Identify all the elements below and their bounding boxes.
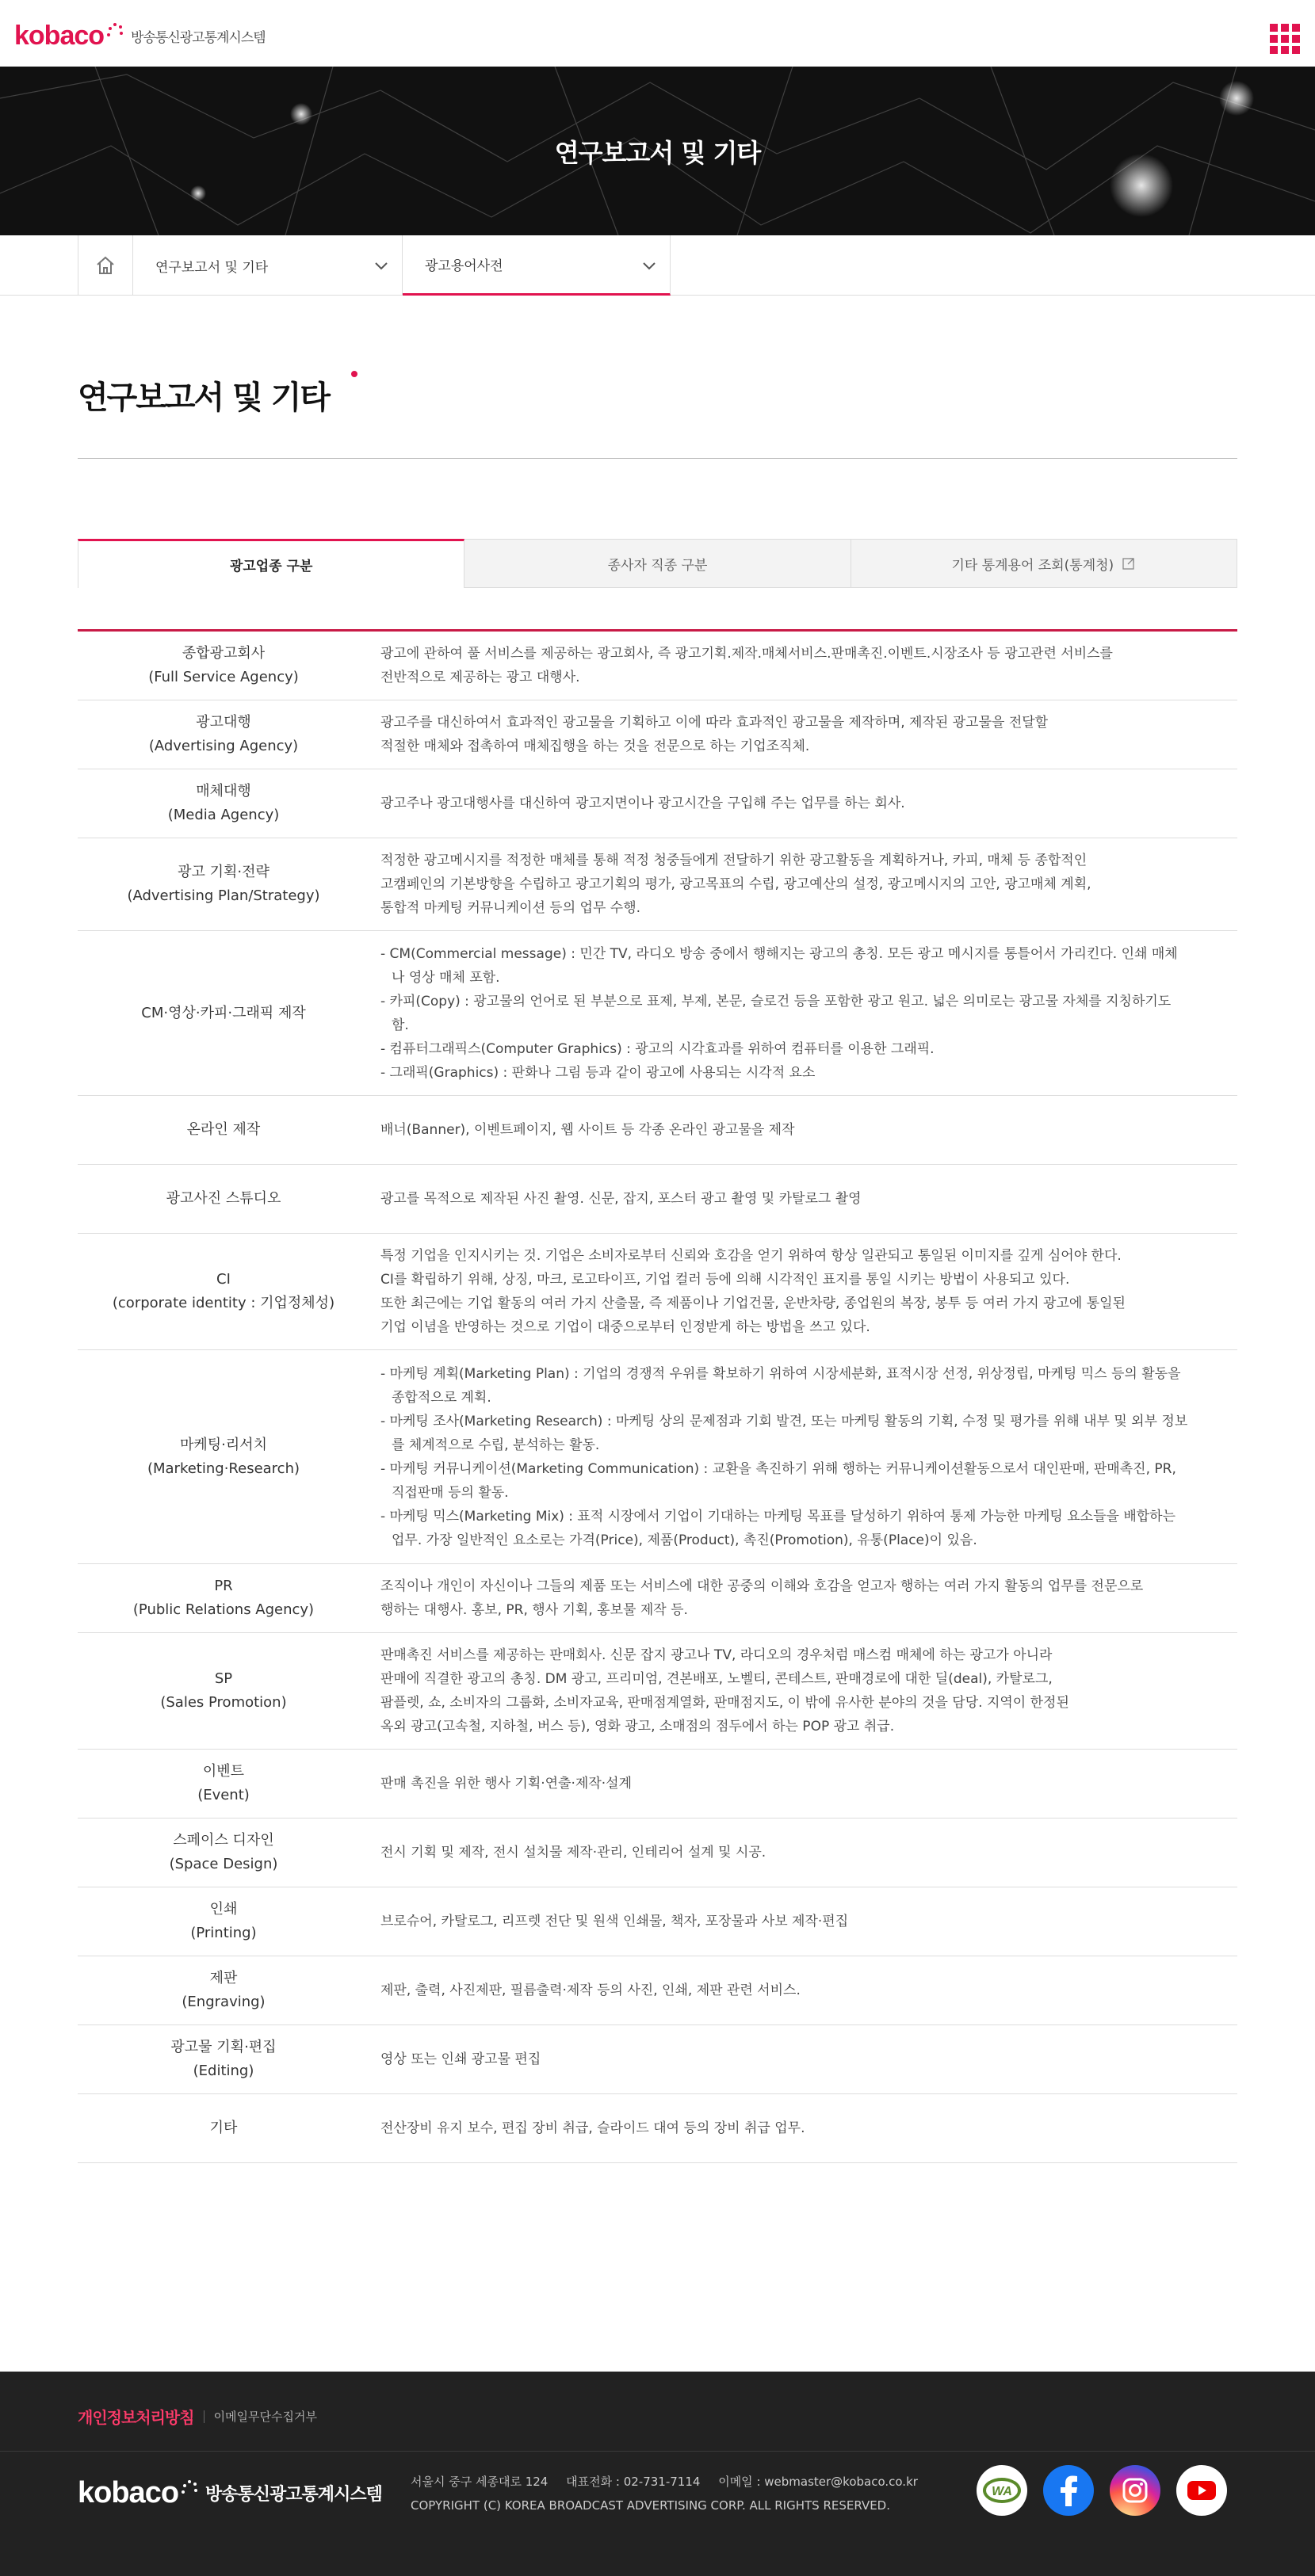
- chevron-down-icon: [373, 258, 389, 273]
- description-cell: [369, 1818, 1237, 1887]
- footer-address: 서울시 중구 세종대로 124: [411, 2475, 549, 2489]
- tab-label: 광고업종 구분: [229, 559, 313, 574]
- youtube-glyph: [1186, 2479, 1218, 2502]
- description-bullet: - 카피(Copy) : 광고물의 언어로 된 부분으로 표제, 부제, 본문, 슬로건 등을 포함한 광고 원고. 넓은 의미로는 광고물 자체를 지칭하기도 함.: [380, 993, 1172, 1033]
- description-line: 판매 촉진을 위한 행사 기획·연출·제작·설계: [380, 1776, 633, 1792]
- description-cell: [369, 2094, 1237, 2162]
- description-cell: [369, 1564, 1237, 1632]
- description-cell: [369, 769, 1237, 838]
- term-english: (corporate identity : 기업정체성): [112, 1295, 335, 1311]
- table-row: [78, 1096, 1237, 1165]
- term-cell: [78, 632, 369, 700]
- term-name: 인쇄: [209, 1901, 238, 1918]
- external-link-icon: [1122, 556, 1136, 571]
- site-footer: [0, 2372, 1315, 2576]
- description-line: 제판, 출력, 사진제판, 필름출력·제작 등의 사진, 인쇄, 제판 관련 서비스.: [380, 1983, 801, 1998]
- table-row: [78, 769, 1237, 838]
- logo-wordmark: kobaco: [14, 21, 105, 51]
- table-row: [78, 2094, 1237, 2163]
- term-name: 광고물 기획·편집: [170, 2039, 277, 2055]
- footer-logo-subtitle: 방송통신광고통계시스템: [205, 2485, 382, 2505]
- description-cell: [369, 1750, 1237, 1818]
- table-row: [78, 1350, 1237, 1564]
- description-bullet: - 마케팅 조사(Marketing Research) : 마케팅 상의 문제점과 기회 발견, 또는 마케팅 활동의 기획, 수정 및 평가를 위해 내부 및 외부 정보를 체계적으로 수립, 분석하는 활동.: [380, 1413, 1188, 1453]
- term-cell: [78, 1956, 369, 2025]
- term-english: (Marketing·Research): [147, 1460, 300, 1477]
- description-cell: [369, 700, 1237, 769]
- description-line: 적절한 매체와 접촉하여 매체집행을 하는 것을 전문으로 하는 기업조직체.: [380, 738, 810, 754]
- description-line: 옥외 광고(고속철, 지하철, 버스 등), 영화 광고, 소매점의 점두에서 하는 POP 광고 취급.: [380, 1719, 895, 1735]
- youtube-icon[interactable]: [1176, 2465, 1227, 2516]
- footer-email: 이메일 : webmaster@kobaco.co.kr: [718, 2475, 918, 2489]
- term-cell: [78, 2025, 369, 2093]
- term-english: (Advertising Agency): [148, 738, 299, 754]
- term-name: 종합광고회사: [182, 645, 266, 662]
- description-cell: [369, 2025, 1237, 2093]
- logo-subtitle: 방송통신광고통계시스템: [131, 30, 266, 46]
- description-cell: [369, 1234, 1237, 1349]
- term-cell: [78, 838, 369, 930]
- term-name: 제판: [209, 1970, 238, 1986]
- table-row: [78, 700, 1237, 769]
- description-line: 전산장비 유지 보수, 편집 장비 취급, 슬라이드 대여 등의 장비 취급 업무.: [380, 2120, 805, 2136]
- term-name: 광고사진 스튜디오: [166, 1190, 281, 1207]
- term-cell: [78, 769, 369, 838]
- description-line: 기업 이념을 반영하는 것으로 기업이 대중으로부터 인정받게 하는 방법을 쓰고 있다.: [380, 1319, 870, 1335]
- term-name: PR: [214, 1578, 233, 1594]
- location-depth1-select[interactable]: [133, 235, 403, 296]
- email-refuse-link[interactable]: 이메일무단수집거부: [213, 2410, 317, 2424]
- description-cell: [369, 1096, 1237, 1164]
- description-bullet: - 마케팅 커뮤니케이션(Marketing Communication) : 교환을 촉진하기 위해 행하는 커뮤니케이션활동으로서 대인판매, 판매촉진, PR, 직접판매 등의 활동.: [380, 1460, 1176, 1501]
- location-depth2-select[interactable]: [403, 235, 671, 296]
- title-divider: [78, 458, 1237, 459]
- description-cell: [369, 632, 1237, 700]
- term-name: SP: [214, 1670, 233, 1687]
- table-row: [78, 931, 1237, 1096]
- instagram-glyph: [1121, 2476, 1149, 2505]
- description-line: 영상 또는 인쇄 광고물 편집: [380, 2051, 541, 2067]
- description-line: 판매에 직결한 광고의 총칭. DM 광고, 프리미엄, 견본배포, 노벨티, 콘테스트, 판매경로에 대한 딜(deal), 카탈로그,: [380, 1671, 1053, 1687]
- banner-title: 연구보고서 및 기타: [554, 137, 761, 168]
- description-line: 전시 기획 및 제작, 전시 설치물 제작·관리, 인테리어 설계 및 시공.: [380, 1845, 766, 1860]
- description-cell: [369, 1887, 1237, 1956]
- logo-dots-icon: [105, 21, 123, 38]
- description-line: 팜플렛, 쇼, 소비자의 그룹화, 소비자교육, 판매점계열화, 판매점지도, 이 밖에 유사한 분야의 것을 담당. 지역이 한정된: [380, 1695, 1069, 1711]
- grid-menu-icon[interactable]: [1270, 24, 1300, 54]
- location-depth1-label: 연구보고서 및 기타: [155, 259, 269, 276]
- chevron-down-icon: [641, 258, 657, 273]
- term-english: (Space Design): [169, 1856, 278, 1872]
- table-row: [78, 838, 1237, 931]
- term-name: 스페이스 디자인: [173, 1832, 274, 1849]
- term-cell: [78, 1887, 369, 1956]
- description-line: 행하는 대행사. 홍보, PR, 행사 기획, 홍보물 제작 등.: [380, 1602, 688, 1618]
- term-name: 마케팅·리서치: [179, 1436, 268, 1453]
- description-line: 배너(Banner), 이벤트페이지, 웹 사이트 등 각종 온라인 광고물을 제작: [380, 1122, 795, 1138]
- page-banner: [0, 67, 1315, 235]
- term-english: (Sales Promotion): [160, 1694, 287, 1711]
- tab-occupation[interactable]: [464, 539, 851, 588]
- footer-links: [78, 2405, 317, 2428]
- description-line: 조직이나 개인이 자신이나 그들의 제품 또는 서비스에 대한 공중의 이해와 호감을 얻고자 행하는 여러 가지 활동의 업무를 전문으로: [380, 1578, 1144, 1594]
- instagram-icon[interactable]: [1110, 2465, 1160, 2516]
- term-cell: [78, 2094, 369, 2162]
- footer-link-divider: [204, 2410, 205, 2423]
- glossary-table: [78, 629, 1237, 2163]
- description-bullet: - CM(Commercial message) : 민간 TV, 라디오 방송 중에서 행해지는 광고의 총칭. 모든 광고 메시지를 통틀어서 가리킨다. 인쇄 매체나 영상 매체 포함.: [380, 945, 1178, 986]
- description-bullet: - 마케팅 믹스(Marketing Mix) : 표적 시장에서 기업이 기대하는 마케팅 목표를 달성하기 위하여 통제 가능한 마케팅 요소들을 배합하는 업무. 가장 일반적인 요소로는 가격(Price), 제품(Product), 촉진(Promotion), 유통(Place)이 있음.: [380, 1508, 1176, 1548]
- table-row: [78, 1818, 1237, 1887]
- term-name: 온라인 제작: [186, 1121, 261, 1138]
- social-links: [977, 2465, 1227, 2516]
- term-name: 광고대행: [196, 714, 251, 731]
- tab-label: 종사자 직종 구분: [607, 557, 708, 574]
- term-english: (Full Service Agency): [148, 669, 299, 685]
- term-name: 광고 기획·전략: [178, 864, 269, 880]
- description-line: 통합적 마케팅 커뮤니케이션 등의 업무 수행.: [380, 900, 641, 916]
- description-line: 적정한 광고메시지를 적정한 매체를 통해 적정 청중들에게 전달하기 위한 광고활동을 계획하거나, 카피, 매체 등 종합적인: [380, 853, 1088, 868]
- description-bullet: - 마케팅 계획(Marketing Plan) : 기업의 경쟁적 우위를 확보하기 위하여 시장세분화, 표적시장 선정, 위상정립, 마케팅 믹스 등의 활동을 종합적으로 계획.: [380, 1365, 1181, 1406]
- term-english: (Advertising Plan/Strategy): [127, 887, 320, 904]
- location-bar: [0, 235, 1315, 296]
- home-button[interactable]: [78, 235, 133, 296]
- facebook-glyph: [1057, 2475, 1080, 2506]
- term-name: 기타: [209, 2120, 238, 2136]
- table-row: [78, 632, 1237, 700]
- description-line: 브로슈어, 카탈로그, 리프렛 전단 및 원색 인쇄물, 책자, 포장물과 사보 제작·편집: [380, 1914, 849, 1929]
- description-line: 광고주를 대신하여서 효과적인 광고물을 기획하고 이에 따라 효과적인 광고물을 제작하며, 제작된 광고물을 전달할: [380, 715, 1049, 731]
- term-cell: [78, 1234, 369, 1349]
- wa-mark-graphic: [981, 2475, 1023, 2506]
- description-line: CI를 확립하기 위해, 상징, 마크, 로고타이프, 기업 컬러 등에 의해 시각적인 표지를 통일 시키는 방법이 사용되고 있다.: [380, 1272, 1070, 1288]
- facebook-icon[interactable]: [1043, 2465, 1094, 2516]
- description-line: 특정 기업을 인지시키는 것. 기업은 소비자로부터 신뢰와 호감을 얻기 위하여 항상 일관되고 통일된 이미지를 깊게 심어야 한다.: [380, 1248, 1122, 1264]
- term-cell: [78, 1633, 369, 1749]
- table-row: [78, 1887, 1237, 1956]
- term-cell: [78, 1165, 369, 1233]
- description-line: 또한 최근에는 기업 활동의 여러 가지 산출물, 즉 제품이나 기업건물, 운반차량, 종업원의 복장, 봉투 등 여러 가지 광고에 통일된: [380, 1296, 1126, 1311]
- description-line: 광고에 관하여 풀 서비스를 제공하는 광고회사, 즉 광고기획.제작.매체서비스.판매촉진.이벤트.시장조사 등 광고관련 서비스를: [380, 646, 1113, 662]
- location-depth2-label: 광고용어사전: [425, 258, 503, 274]
- term-english: (Editing): [193, 2063, 254, 2079]
- footer-info: [411, 2470, 932, 2517]
- term-name: CM·영상·카피·그래픽 제작: [141, 1004, 306, 1021]
- table-row: [78, 1956, 1237, 2025]
- table-row: [78, 1633, 1237, 1750]
- table-row: [78, 1750, 1237, 1818]
- table-row: [78, 1165, 1237, 1234]
- description-cell: [369, 1633, 1237, 1749]
- logo-dots-icon: [180, 2478, 197, 2495]
- term-english: (Media Agency): [167, 807, 280, 823]
- description-cell: [369, 838, 1237, 930]
- term-cell: [78, 1350, 369, 1563]
- tab-label: 기타 통계용어 조회(통계청): [951, 557, 1114, 574]
- description-bullet: - 컴퓨터그래픽스(Computer Graphics) : 광고의 시각효과를 위하여 컴퓨터를 이용한 그래픽.: [380, 1040, 935, 1057]
- term-english: (Event): [197, 1787, 250, 1803]
- term-cell: [78, 931, 369, 1095]
- term-name: CI: [216, 1271, 231, 1288]
- wa-mark-icon[interactable]: [977, 2465, 1027, 2516]
- tab-statistics-terms[interactable]: [851, 539, 1237, 588]
- category-tabs: [78, 539, 1237, 588]
- description-bullet: - 그래픽(Graphics) : 판화나 그림 등과 같이 광고에 사용되는 시각적 요소: [380, 1064, 816, 1081]
- term-cell: [78, 1564, 369, 1632]
- term-cell: [78, 1750, 369, 1818]
- term-english: (Printing): [190, 1925, 257, 1941]
- privacy-policy-link[interactable]: 개인정보처리방침: [78, 2408, 194, 2427]
- description-line: 광고주나 광고대행사를 대신하여 광고지면이나 광고시간을 구입해 주는 업무를 하는 회사.: [380, 796, 905, 811]
- description-line: 판매촉진 서비스를 제공하는 판매회사. 신문 잡지 광고나 TV, 라디오의 경우처럼 매스컴 매체에 하는 광고가 아니라: [380, 1647, 1053, 1663]
- footer-logo-wordmark: kobaco: [78, 2476, 179, 2509]
- table-row: [78, 1564, 1237, 1633]
- description-cell: [369, 1350, 1237, 1563]
- description-cell: [369, 1956, 1237, 2025]
- term-english: (Public Relations Agency): [132, 1601, 315, 1618]
- footer-phone: 대표전화 : 02-731-7114: [566, 2475, 701, 2489]
- term-name: 매체대행: [196, 783, 251, 800]
- page-title: 연구보고서 및 기타: [78, 380, 329, 416]
- wa-mark-label: WA: [992, 2485, 1012, 2498]
- table-row: [78, 2025, 1237, 2094]
- home-icon: [94, 254, 117, 277]
- term-cell: [78, 1096, 369, 1164]
- footer-copyright: COPYRIGHT (C) KOREA BROADCAST ADVERTISING CORP. ALL RIGHTS RESERVED.: [411, 2498, 891, 2513]
- site-logo[interactable]: [14, 21, 266, 52]
- description-line: 광고를 목적으로 제작된 사진 촬영. 신문, 잡지, 포스터 광고 촬영 및 카탈로그 촬영: [380, 1191, 862, 1207]
- term-cell: [78, 700, 369, 769]
- description-line: 전반적으로 제공하는 광고 대행사.: [380, 670, 580, 685]
- description-cell: [369, 931, 1237, 1095]
- title-accent-dot: [351, 371, 357, 377]
- footer-divider: [0, 2451, 1315, 2452]
- term-english: (Engraving): [182, 1994, 266, 2010]
- table-row: [78, 1234, 1237, 1350]
- term-name: 이벤트: [202, 1763, 245, 1780]
- term-cell: [78, 1818, 369, 1887]
- description-line: 고캠페인의 기본방향을 수립하고 광고기획의 평가, 광고목표의 수립, 광고예산의 설정, 광고메시지의 고안, 광고매체 계획,: [380, 876, 1091, 892]
- site-header: [0, 0, 1315, 67]
- description-cell: [369, 1165, 1237, 1233]
- footer-logo: [78, 2476, 382, 2510]
- tab-industry[interactable]: [78, 539, 464, 588]
